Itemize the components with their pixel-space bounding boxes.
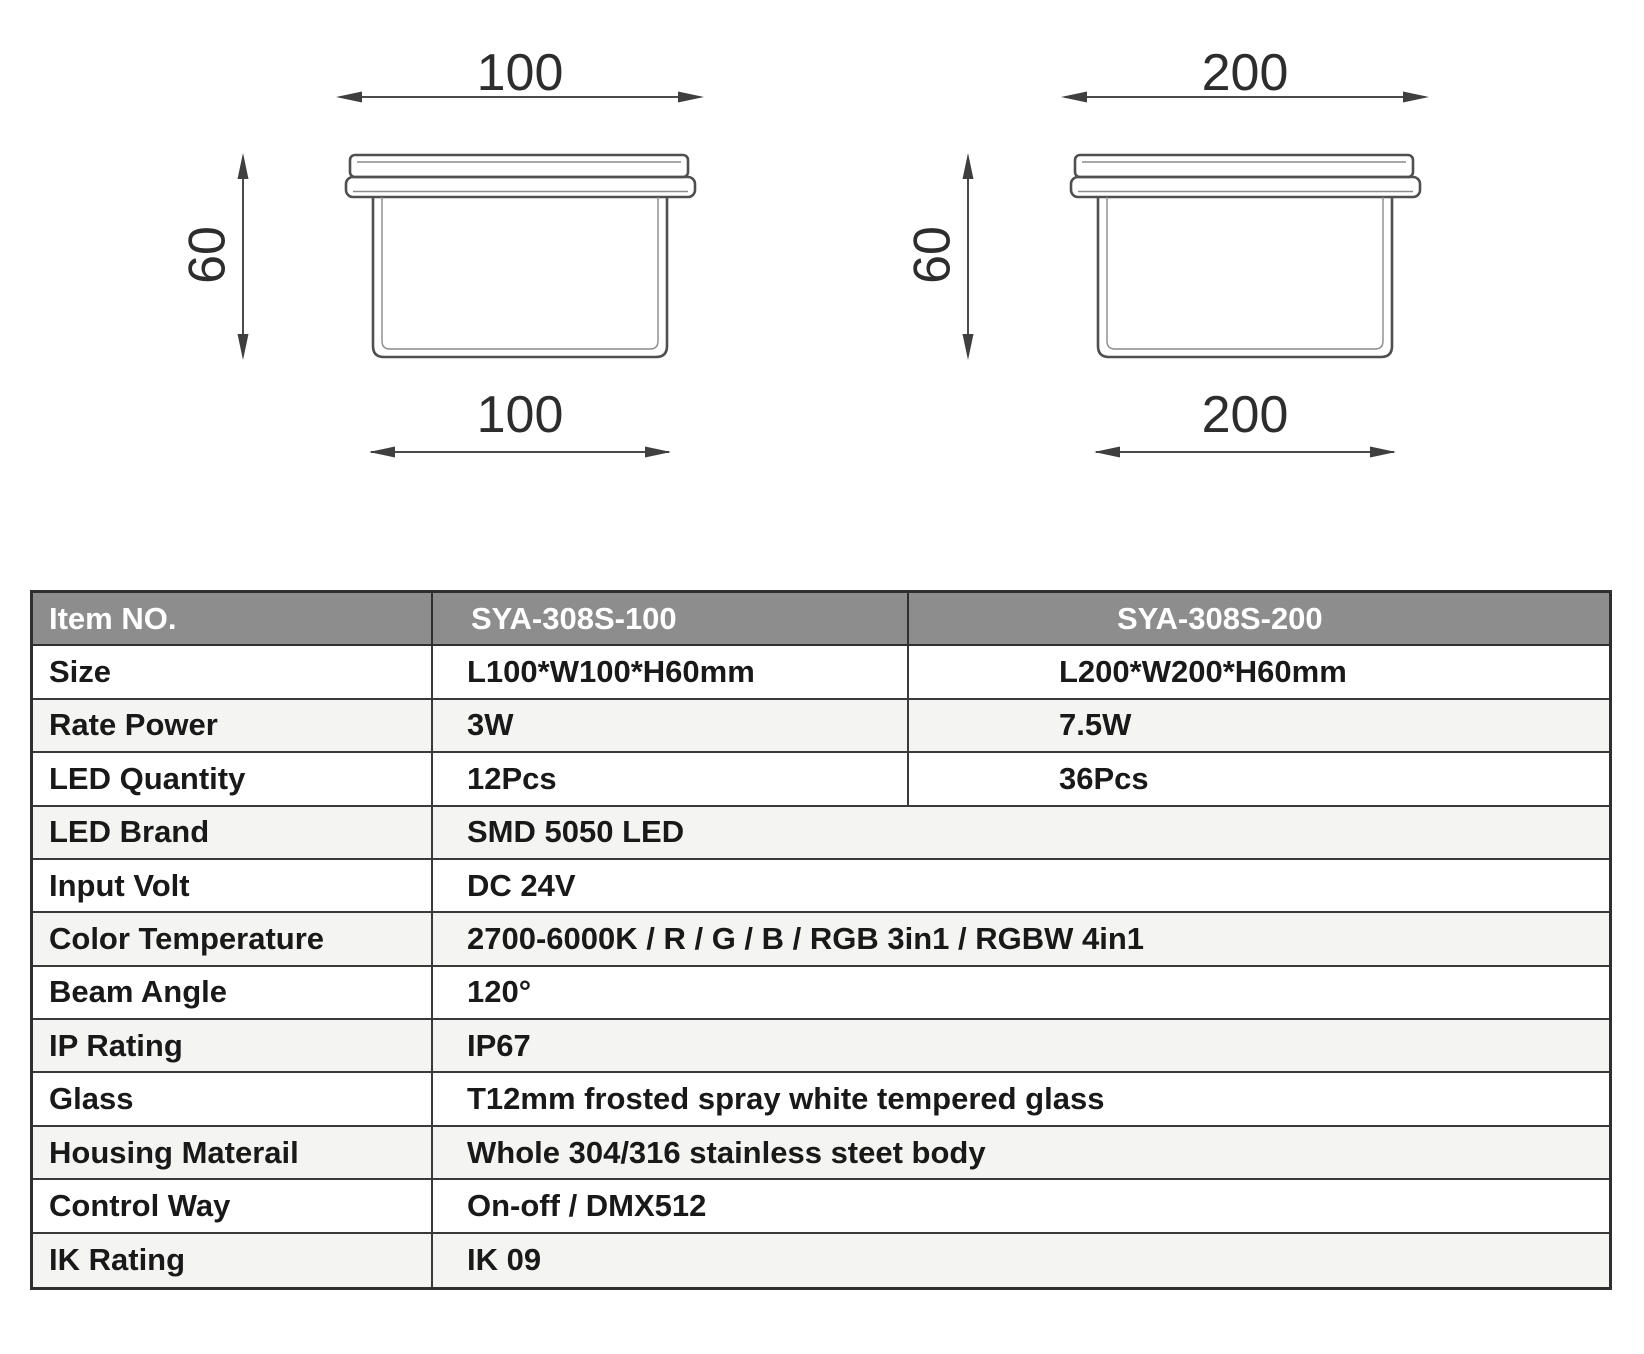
fixture-flange-ring (346, 177, 695, 197)
dim-label-top-width: 100 (476, 44, 564, 102)
row-value-rate-power-100: 3W (433, 700, 909, 753)
fixture-glass-top (1075, 155, 1413, 177)
row-label-rate-power: Rate Power (33, 700, 433, 753)
row-value-control-way: On-off / DMX512 (433, 1180, 1609, 1233)
dimension-drawings (0, 0, 1644, 540)
arrow-up-icon (963, 153, 974, 179)
row-value-ip-rating: IP67 (433, 1020, 1609, 1073)
fixture-drawing-100 (179, 44, 704, 458)
arrow-left-icon (1061, 92, 1087, 103)
row-label-ip-rating: IP Rating (33, 1020, 433, 1073)
arrow-right-icon (678, 92, 704, 103)
arrow-left-icon (336, 92, 362, 103)
row-label-led-quantity: LED Quantity (33, 753, 433, 806)
arrow-up-icon (238, 153, 249, 179)
dim-label-top-width: 200 (1201, 44, 1289, 102)
row-label-ik-rating: IK Rating (33, 1234, 433, 1287)
dim-label-bottom-width: 200 (1201, 386, 1289, 444)
table-header-item: Item NO. (33, 593, 433, 646)
arrow-down-icon (238, 334, 249, 360)
row-label-size: Size (33, 646, 433, 699)
dim-label-height: 60 (903, 226, 962, 284)
row-label-control-way: Control Way (33, 1180, 433, 1233)
fixture-drawing-200 (904, 44, 1429, 458)
fixture-glass-top (350, 155, 688, 177)
row-label-beam-angle: Beam Angle (33, 967, 433, 1020)
fixture-housing (373, 197, 667, 357)
arrow-left-icon (1094, 447, 1120, 458)
row-value-color-temperature: 2700-6000K / R / G / B / RGB 3in1 / RGBW 4in1 (433, 913, 1609, 966)
row-value-rate-power-200: 7.5W (909, 700, 1609, 753)
row-label-led-brand: LED Brand (33, 807, 433, 860)
row-value-size-200: L200*W200*H60mm (909, 646, 1609, 699)
row-value-housing-material: Whole 304/316 stainless steet body (433, 1127, 1609, 1180)
row-value-beam-angle: 120° (433, 967, 1609, 1020)
row-value-ik-rating: IK 09 (433, 1234, 1609, 1287)
fixture-housing (1098, 197, 1392, 357)
fixture-flange-ring (1071, 177, 1420, 197)
fixture-housing-inner (382, 197, 658, 349)
fixture-housing-inner (1107, 197, 1383, 349)
arrow-down-icon (963, 334, 974, 360)
dim-label-bottom-width: 100 (476, 386, 564, 444)
dim-label-height: 60 (178, 226, 237, 284)
table-header-model-100: SYA-308S-100 (433, 593, 909, 646)
row-label-glass: Glass (33, 1073, 433, 1126)
row-value-led-quantity-100: 12Pcs (433, 753, 909, 806)
table-header-model-200: SYA-308S-200 (909, 593, 1609, 646)
row-value-led-brand: SMD 5050 LED (433, 807, 1609, 860)
arrow-right-icon (645, 447, 671, 458)
row-value-led-quantity-200: 36Pcs (909, 753, 1609, 806)
row-label-housing-material: Housing Materail (33, 1127, 433, 1180)
row-label-input-volt: Input Volt (33, 860, 433, 913)
row-value-input-volt: DC 24V (433, 860, 1609, 913)
row-value-size-100: L100*W100*H60mm (433, 646, 909, 699)
arrow-left-icon (369, 447, 395, 458)
row-value-glass: T12mm frosted spray white tempered glass (433, 1073, 1609, 1126)
row-label-color-temperature: Color Temperature (33, 913, 433, 966)
spec-table (30, 590, 1612, 1290)
arrow-right-icon (1370, 447, 1396, 458)
arrow-right-icon (1403, 92, 1429, 103)
